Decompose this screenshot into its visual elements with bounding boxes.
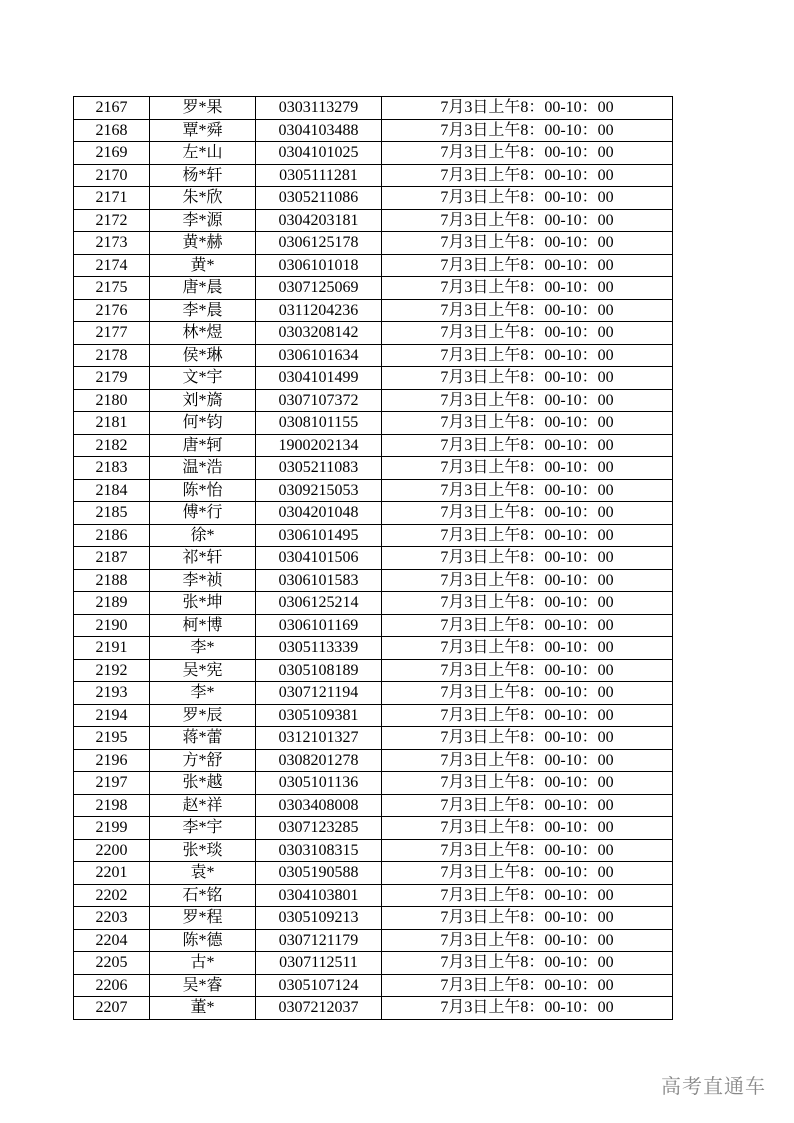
time-cell: 7月3日上午8：00-10：00: [382, 457, 673, 480]
table-row: [74, 209, 673, 232]
seq-cell: 2193: [74, 682, 150, 705]
table-row: [74, 794, 673, 817]
table-row: [74, 389, 673, 412]
seq-cell: 2206: [74, 974, 150, 997]
table-row: [74, 97, 673, 120]
time-cell: 7月3日上午8：00-10：00: [382, 97, 673, 120]
id-cell: 0304103801: [256, 884, 382, 907]
name-cell: 刘*旖: [150, 389, 256, 412]
time-cell: 7月3日上午8：00-10：00: [382, 142, 673, 165]
time-cell: 7月3日上午8：00-10：00: [382, 187, 673, 210]
time-cell: 7月3日上午8：00-10：00: [382, 389, 673, 412]
time-cell: 7月3日上午8：00-10：00: [382, 772, 673, 795]
id-cell: 0304101499: [256, 367, 382, 390]
seq-cell: 2185: [74, 502, 150, 525]
seq-cell: 2174: [74, 254, 150, 277]
time-cell: 7月3日上午8：00-10：00: [382, 164, 673, 187]
time-cell: 7月3日上午8：00-10：00: [382, 884, 673, 907]
id-cell: 0306101583: [256, 569, 382, 592]
name-cell: 蒋*蕾: [150, 727, 256, 750]
time-cell: 7月3日上午8：00-10：00: [382, 614, 673, 637]
id-cell: 0307121194: [256, 682, 382, 705]
name-cell: 黄*: [150, 254, 256, 277]
time-cell: 7月3日上午8：00-10：00: [382, 367, 673, 390]
id-cell: 0306125214: [256, 592, 382, 615]
seq-cell: 2199: [74, 817, 150, 840]
id-cell: 0312101327: [256, 727, 382, 750]
table-row: [74, 637, 673, 660]
time-cell: 7月3日上午8：00-10：00: [382, 749, 673, 772]
id-cell: 1900202134: [256, 434, 382, 457]
table-row: [74, 884, 673, 907]
seq-cell: 2195: [74, 727, 150, 750]
id-cell: 0305107124: [256, 974, 382, 997]
time-cell: 7月3日上午8：00-10：00: [382, 592, 673, 615]
table-row: [74, 727, 673, 750]
seq-cell: 2196: [74, 749, 150, 772]
name-cell: 古*: [150, 952, 256, 975]
name-cell: 黄*赫: [150, 232, 256, 255]
time-cell: 7月3日上午8：00-10：00: [382, 119, 673, 142]
time-cell: 7月3日上午8：00-10：00: [382, 659, 673, 682]
name-cell: 罗*果: [150, 97, 256, 120]
time-cell: 7月3日上午8：00-10：00: [382, 209, 673, 232]
table-row: [74, 322, 673, 345]
table-row: [74, 659, 673, 682]
name-cell: 李*宇: [150, 817, 256, 840]
time-cell: 7月3日上午8：00-10：00: [382, 637, 673, 660]
id-cell: 0304201048: [256, 502, 382, 525]
id-cell: 0307112511: [256, 952, 382, 975]
seq-cell: 2204: [74, 929, 150, 952]
seq-cell: 2182: [74, 434, 150, 457]
table-row: [74, 772, 673, 795]
table-row: [74, 839, 673, 862]
id-cell: 0305109213: [256, 907, 382, 930]
table-row: [74, 929, 673, 952]
id-cell: 0308101155: [256, 412, 382, 435]
name-cell: 李*祯: [150, 569, 256, 592]
time-cell: 7月3日上午8：00-10：00: [382, 974, 673, 997]
id-cell: 0305111281: [256, 164, 382, 187]
name-cell: 吴*睿: [150, 974, 256, 997]
id-cell: 0306101634: [256, 344, 382, 367]
watermark-text: 高考直通车: [661, 1074, 766, 1098]
id-cell: 0303408008: [256, 794, 382, 817]
seq-cell: 2192: [74, 659, 150, 682]
id-cell: 0308201278: [256, 749, 382, 772]
seq-cell: 2176: [74, 299, 150, 322]
time-cell: 7月3日上午8：00-10：00: [382, 524, 673, 547]
id-cell: 0303108315: [256, 839, 382, 862]
id-cell: 0305211086: [256, 187, 382, 210]
seq-cell: 2191: [74, 637, 150, 660]
table-row: [74, 907, 673, 930]
time-cell: 7月3日上午8：00-10：00: [382, 907, 673, 930]
time-cell: 7月3日上午8：00-10：00: [382, 817, 673, 840]
time-cell: 7月3日上午8：00-10：00: [382, 839, 673, 862]
name-cell: 侯*琳: [150, 344, 256, 367]
id-cell: 0305211083: [256, 457, 382, 480]
name-cell: 罗*辰: [150, 704, 256, 727]
time-cell: 7月3日上午8：00-10：00: [382, 727, 673, 750]
name-cell: 覃*舜: [150, 119, 256, 142]
seq-cell: 2189: [74, 592, 150, 615]
id-cell: 0303113279: [256, 97, 382, 120]
name-cell: 陈*德: [150, 929, 256, 952]
time-cell: 7月3日上午8：00-10：00: [382, 704, 673, 727]
table-row: [74, 119, 673, 142]
table-row: [74, 254, 673, 277]
seq-cell: 2203: [74, 907, 150, 930]
time-cell: 7月3日上午8：00-10：00: [382, 479, 673, 502]
time-cell: 7月3日上午8：00-10：00: [382, 569, 673, 592]
time-cell: 7月3日上午8：00-10：00: [382, 299, 673, 322]
table-row: [74, 592, 673, 615]
name-cell: 林*煜: [150, 322, 256, 345]
seq-cell: 2187: [74, 547, 150, 570]
id-cell: 0305190588: [256, 862, 382, 885]
table-row: [74, 997, 673, 1020]
id-cell: 0309215053: [256, 479, 382, 502]
seq-cell: 2201: [74, 862, 150, 885]
name-cell: 张*琰: [150, 839, 256, 862]
name-cell: 杨*轩: [150, 164, 256, 187]
table-row: [74, 502, 673, 525]
table-row: [74, 862, 673, 885]
id-cell: 0307212037: [256, 997, 382, 1020]
name-cell: 罗*程: [150, 907, 256, 930]
seq-cell: 2188: [74, 569, 150, 592]
name-cell: 李*: [150, 682, 256, 705]
table-row: [74, 344, 673, 367]
seq-cell: 2190: [74, 614, 150, 637]
table-row: [74, 524, 673, 547]
name-cell: 赵*祥: [150, 794, 256, 817]
name-cell: 张*越: [150, 772, 256, 795]
name-cell: 柯*博: [150, 614, 256, 637]
seq-cell: 2197: [74, 772, 150, 795]
name-cell: 张*坤: [150, 592, 256, 615]
id-cell: 0311204236: [256, 299, 382, 322]
table-row: [74, 187, 673, 210]
time-cell: 7月3日上午8：00-10：00: [382, 682, 673, 705]
seq-cell: 2179: [74, 367, 150, 390]
roster-body: [74, 97, 673, 1020]
name-cell: 朱*欣: [150, 187, 256, 210]
name-cell: 陈*怡: [150, 479, 256, 502]
table-row: [74, 952, 673, 975]
seq-cell: 2170: [74, 164, 150, 187]
table-row: [74, 434, 673, 457]
seq-cell: 2205: [74, 952, 150, 975]
name-cell: 方*舒: [150, 749, 256, 772]
id-cell: 0307107372: [256, 389, 382, 412]
name-cell: 温*浩: [150, 457, 256, 480]
name-cell: 唐*轲: [150, 434, 256, 457]
time-cell: 7月3日上午8：00-10：00: [382, 862, 673, 885]
seq-cell: 2194: [74, 704, 150, 727]
time-cell: 7月3日上午8：00-10：00: [382, 232, 673, 255]
table-row: [74, 412, 673, 435]
time-cell: 7月3日上午8：00-10：00: [382, 997, 673, 1020]
seq-cell: 2184: [74, 479, 150, 502]
table-row: [74, 749, 673, 772]
table-row: [74, 704, 673, 727]
id-cell: 0305109381: [256, 704, 382, 727]
table-row: [74, 299, 673, 322]
seq-cell: 2198: [74, 794, 150, 817]
seq-cell: 2202: [74, 884, 150, 907]
name-cell: 傅*行: [150, 502, 256, 525]
name-cell: 李*晨: [150, 299, 256, 322]
name-cell: 唐*晨: [150, 277, 256, 300]
table-row: [74, 974, 673, 997]
name-cell: 祁*轩: [150, 547, 256, 570]
table-row: [74, 682, 673, 705]
name-cell: 李*: [150, 637, 256, 660]
id-cell: 0305108189: [256, 659, 382, 682]
seq-cell: 2207: [74, 997, 150, 1020]
table-row: [74, 614, 673, 637]
seq-cell: 2175: [74, 277, 150, 300]
name-cell: 徐*: [150, 524, 256, 547]
seq-cell: 2200: [74, 839, 150, 862]
id-cell: 0304101506: [256, 547, 382, 570]
time-cell: 7月3日上午8：00-10：00: [382, 952, 673, 975]
id-cell: 0306101018: [256, 254, 382, 277]
time-cell: 7月3日上午8：00-10：00: [382, 434, 673, 457]
name-cell: 李*源: [150, 209, 256, 232]
time-cell: 7月3日上午8：00-10：00: [382, 794, 673, 817]
table-row: [74, 232, 673, 255]
seq-cell: 2168: [74, 119, 150, 142]
time-cell: 7月3日上午8：00-10：00: [382, 929, 673, 952]
id-cell: 0306101495: [256, 524, 382, 547]
id-cell: 0304101025: [256, 142, 382, 165]
name-cell: 左*山: [150, 142, 256, 165]
id-cell: 0304103488: [256, 119, 382, 142]
time-cell: 7月3日上午8：00-10：00: [382, 322, 673, 345]
id-cell: 0307121179: [256, 929, 382, 952]
name-cell: 董*: [150, 997, 256, 1020]
table-row: [74, 367, 673, 390]
seq-cell: 2186: [74, 524, 150, 547]
time-cell: 7月3日上午8：00-10：00: [382, 277, 673, 300]
seq-cell: 2172: [74, 209, 150, 232]
seq-cell: 2180: [74, 389, 150, 412]
seq-cell: 2169: [74, 142, 150, 165]
id-cell: 0303208142: [256, 322, 382, 345]
id-cell: 0304203181: [256, 209, 382, 232]
time-cell: 7月3日上午8：00-10：00: [382, 502, 673, 525]
time-cell: 7月3日上午8：00-10：00: [382, 254, 673, 277]
table-row: [74, 277, 673, 300]
name-cell: 石*铭: [150, 884, 256, 907]
seq-cell: 2181: [74, 412, 150, 435]
table-row: [74, 547, 673, 570]
table-row: [74, 569, 673, 592]
id-cell: 0307123285: [256, 817, 382, 840]
id-cell: 0305113339: [256, 637, 382, 660]
seq-cell: 2167: [74, 97, 150, 120]
table-row: [74, 479, 673, 502]
name-cell: 吴*宪: [150, 659, 256, 682]
id-cell: 0306125178: [256, 232, 382, 255]
time-cell: 7月3日上午8：00-10：00: [382, 412, 673, 435]
table-row: [74, 457, 673, 480]
table-row: [74, 164, 673, 187]
name-cell: 何*钧: [150, 412, 256, 435]
id-cell: 0306101169: [256, 614, 382, 637]
time-cell: 7月3日上午8：00-10：00: [382, 547, 673, 570]
id-cell: 0305101136: [256, 772, 382, 795]
roster-table: [73, 96, 673, 1020]
seq-cell: 2173: [74, 232, 150, 255]
name-cell: 文*宇: [150, 367, 256, 390]
table-row: [74, 817, 673, 840]
time-cell: 7月3日上午8：00-10：00: [382, 344, 673, 367]
seq-cell: 2177: [74, 322, 150, 345]
id-cell: 0307125069: [256, 277, 382, 300]
seq-cell: 2178: [74, 344, 150, 367]
name-cell: 袁*: [150, 862, 256, 885]
seq-cell: 2171: [74, 187, 150, 210]
table-row: [74, 142, 673, 165]
seq-cell: 2183: [74, 457, 150, 480]
